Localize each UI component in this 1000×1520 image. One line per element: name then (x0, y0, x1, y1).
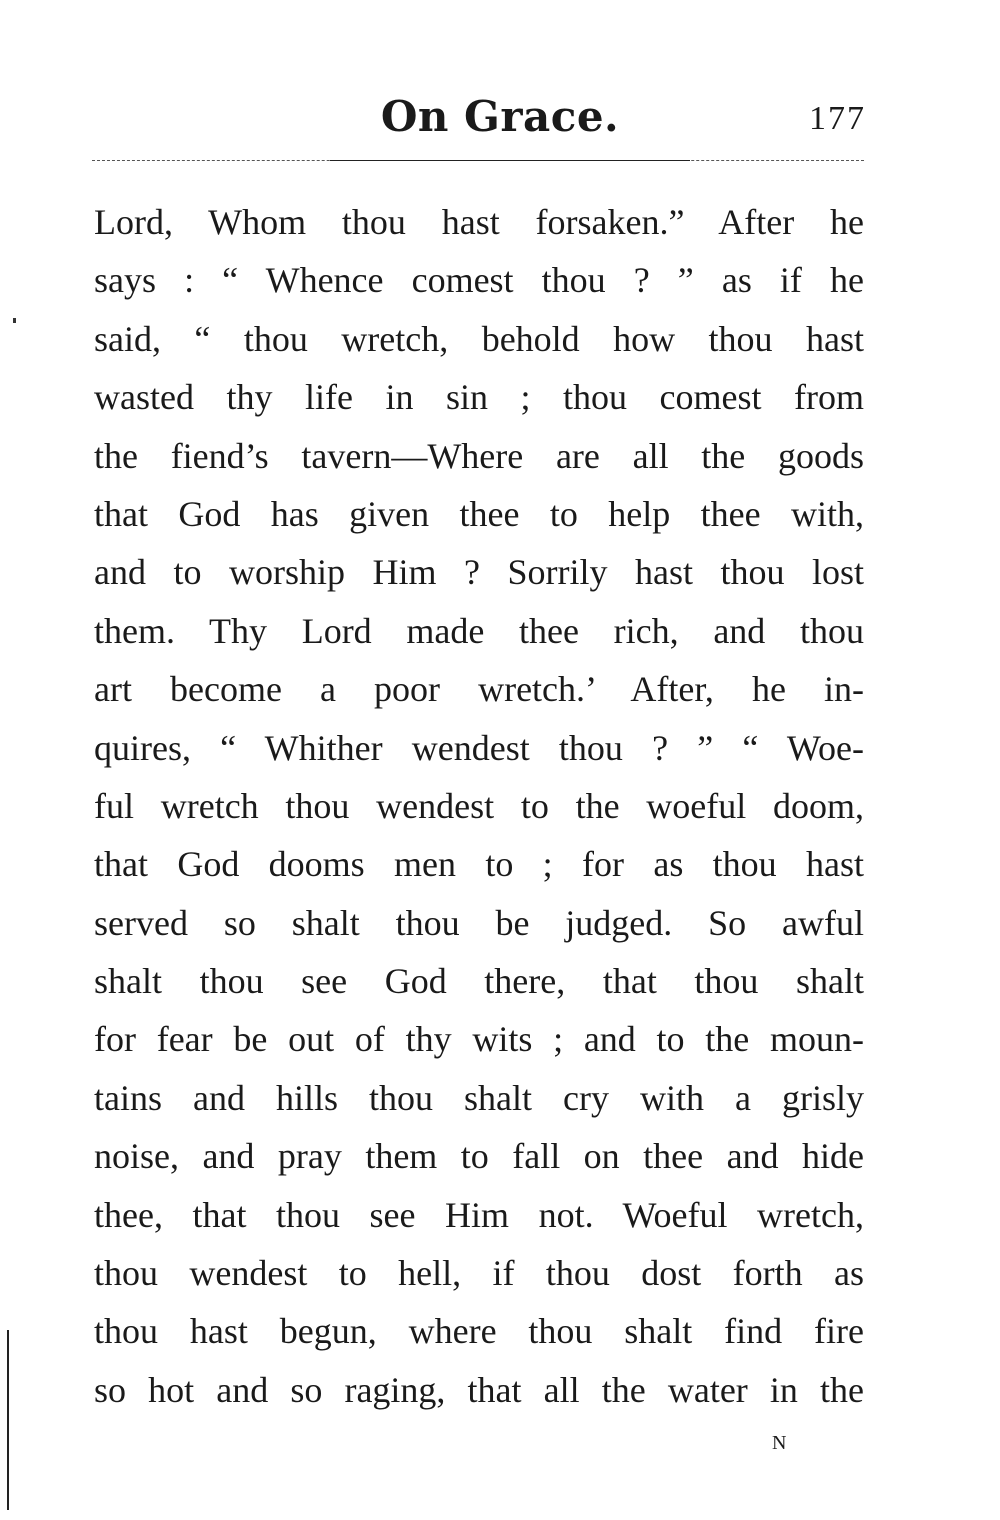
text-line: noise, and pray them to fall on thee and hide (94, 1136, 864, 1177)
text-line: wasted thy life in sin ; thou comest from (94, 377, 864, 418)
text-line: the fiend’s tavern—Where are all the goods (94, 435, 864, 476)
text-line: and to worship Him ? Sorrily hast thou lost (94, 552, 864, 593)
text-line: said, “ thou wretch, behold how thou hast (94, 318, 864, 359)
running-title: On Grace. (380, 92, 620, 141)
text-line: thou hast begun, where thou shalt find fire (94, 1311, 864, 1352)
text-line: thee, that thou see Him not. Woeful wretch, (94, 1194, 864, 1235)
text-line: thou wendest to hell, if thou dost forth as (94, 1253, 864, 1294)
text-line: that God dooms men to ; for as thou hast (94, 844, 864, 885)
text-line: served so shalt thou be judged. So awful (94, 902, 864, 943)
text-line: them. Thy Lord made thee rich, and thou (94, 610, 864, 651)
body-text (94, 193, 864, 1419)
text-line: ful wretch thou wendest to the woeful doom, (94, 785, 864, 826)
text-line: quires, “ Whither wendest thou ? ” “ Woe- (94, 727, 864, 768)
signature-mark: N (772, 1432, 788, 1454)
text-line: art become a poor wretch.’ After, he in- (94, 669, 864, 710)
text-line: tains and hills thou shalt cry with a grisly (94, 1077, 864, 1118)
page-number: 177 (809, 100, 866, 137)
margin-speck (13, 318, 16, 323)
text-line: Lord, Whom thou hast forsaken.” After he (94, 202, 864, 242)
text-line: says : “ Whence comest thou ? ” as if he (94, 260, 864, 301)
text-line: that God has given thee to help thee with, (94, 493, 864, 534)
text-line: shalt thou see God there, that thou shalt (94, 961, 864, 1002)
header-rule-center (330, 160, 690, 161)
text-line: so hot and so raging, that all the water in the (94, 1369, 864, 1410)
text-line: for fear be out of thy wits ; and to the moun- (94, 1019, 864, 1060)
margin-rule (7, 1330, 9, 1510)
